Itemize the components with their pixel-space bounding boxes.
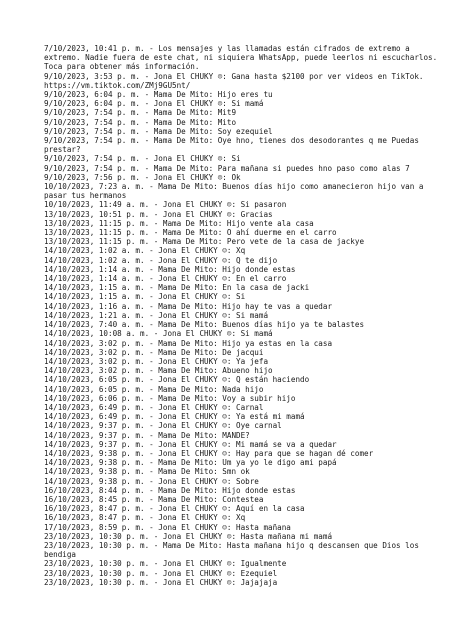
chat-line: 16/10/2023, 8:47 p. m. - Jona El CHUKY ☺: Aquí en la casa xyxy=(44,504,305,514)
chat-line: 14/10/2023, 3:02 p. m. - Mama De Mito: De jacqui xyxy=(44,347,264,357)
chat-line: 14/10/2023, 6:49 p. m. - Jona El CHUKY ☺: Ya está mi mamá xyxy=(44,412,305,422)
chat-line: 14/10/2023, 6:49 p. m. - Jona El CHUKY ☺: Carnal xyxy=(44,402,264,412)
chat-line: 14/10/2023, 9:38 p. m. - Jona El CHUKY ☺: Sobre xyxy=(44,476,259,486)
chat-line: 14/10/2023, 1:21 a. m. - Jona El CHUKY ☺: Si mamá xyxy=(44,310,269,320)
chat-line: 9/10/2023, 7:56 p. m. - Jona El CHUKY ☺: Ok xyxy=(44,172,241,182)
chat-line: 9/10/2023, 7:54 p. m. - Mama De Mito: Para mañana si puedes hno paso como alas 7 xyxy=(44,163,410,173)
chat-line: 13/10/2023, 11:15 p. m. - Mama De Mito: O ahí duerme en el carro xyxy=(44,228,337,238)
chat-line: 23/10/2023, 10:30 p. m. - Mama De Mito: Hasta mañana hijo q descansen que Dios los bendiga xyxy=(44,540,424,560)
chat-line: 14/10/2023, 9:37 p. m. - Jona El CHUKY ☺: Mi mamá se va a quedar xyxy=(44,439,337,449)
chat-line: 9/10/2023, 7:54 p. m. - Mama De Mito: Oye hno, tienes dos desodorantes q me Puedas prestar? xyxy=(44,136,424,155)
chat-line: 14/10/2023, 1:02 a. m. - Jona El CHUKY ☺: Xq xyxy=(44,246,246,256)
chat-line: 9/10/2023, 3:53 p. m. - Jona El CHUKY ☺: Gana hasta $2100 por ver videos en TikTok. https://vm.tiktok.com/ZMj9GU5nt/ xyxy=(44,71,429,90)
chat-line: 14/10/2023, 9:38 p. m. - Mama De Mito: Smn ok xyxy=(44,467,250,477)
chat-line: 14/10/2023, 6:05 p. m. - Mama De Mito: Nada hijo xyxy=(44,384,264,394)
chat-line: 14/10/2023, 1:02 a. m. - Jona El CHUKY ☺: Q te dijo xyxy=(44,255,278,265)
chat-line: 17/10/2023, 8:59 p. m. - Jona El CHUKY ☺: Hasta mañana xyxy=(44,522,291,532)
chat-line: 14/10/2023, 1:15 a. m. - Jona El CHUKY ☺: Si xyxy=(44,292,246,302)
chat-line: 23/10/2023, 10:30 p. m. - Jona El CHUKY ☺: Igualmente xyxy=(44,559,287,569)
chat-line: 14/10/2023, 9:37 p. m. - Jona El CHUKY ☺: Oye carnal xyxy=(44,421,282,431)
chat-line: 14/10/2023, 6:06 p. m. - Mama De Mito: Voy a subir hijo xyxy=(44,393,296,403)
chat-line: 13/10/2023, 11:15 p. m. - Mama De Mito: Pero vete de la casa de jackye xyxy=(44,237,365,247)
chat-line: 7/10/2023, 10:41 p. m. - Los mensajes y las llamadas están cifrados de extremo a extremo. Nadie fuera de este chat, ni siquiera WhatsApp, puede leerlos ni escucharlos. Toca para obtener más información. xyxy=(44,44,442,72)
chat-line: 13/10/2023, 10:51 p. m. - Jona El CHUKY ☺: Gracias xyxy=(44,209,273,219)
chat-log xyxy=(44,44,444,587)
chat-line: 23/10/2023, 10:30 p. m. - Jona El CHUKY ☺: Hasta mañana mi mamá xyxy=(44,531,333,541)
chat-line: 9/10/2023, 7:54 p. m. - Jona El CHUKY ☺: Si xyxy=(44,154,241,164)
chat-line: 23/10/2023, 10:30 p. m. - Jona El CHUKY ☺: Ezequiel xyxy=(44,568,278,578)
chat-line: 14/10/2023, 7:40 a. m. - Mama De Mito: Buenos días hijo ya te balastes xyxy=(44,320,365,330)
chat-line: 10/10/2023, 11:49 a. m. - Jona El CHUKY ☺: Si pasaron xyxy=(44,200,287,210)
chat-line: 14/10/2023, 1:15 a. m. - Mama De Mito: En la casa de jacki xyxy=(44,283,310,293)
chat-line: 14/10/2023, 6:05 p. m. - Jona El CHUKY ☺: Q están haciendo xyxy=(44,375,310,385)
chat-line: 23/10/2023, 10:30 p. m. - Jona El CHUKY ☺: Jajajaja xyxy=(44,577,278,587)
chat-line: 16/10/2023, 8:45 p. m. - Mama De Mito: Contestea xyxy=(44,494,264,504)
chat-line: 14/10/2023, 9:37 p. m. - Mama De Mito: MANDE? xyxy=(44,430,250,440)
chat-line: 14/10/2023, 10:08 a. m. - Jona El CHUKY ☺: Si mamá xyxy=(44,329,273,339)
chat-line: 9/10/2023, 7:54 p. m. - Mama De Mito: Mit9 xyxy=(44,108,237,118)
chat-line: 14/10/2023, 3:02 p. m. - Mama De Mito: Hijo ya estas en la casa xyxy=(44,338,333,348)
chat-line: 16/10/2023, 8:44 p. m. - Mama De Mito: Hijo donde estas xyxy=(44,485,296,495)
chat-line: 9/10/2023, 6:04 p. m. - Mama De Mito: Hijo eres tu xyxy=(44,90,273,100)
chat-line: 14/10/2023, 9:38 p. m. - Mama De Mito: Um ya yo le digo ami papá xyxy=(44,458,337,468)
chat-line: 9/10/2023, 7:54 p. m. - Mama De Mito: Soy ezequiel xyxy=(44,126,273,136)
chat-line: 14/10/2023, 3:02 p. m. - Jona El CHUKY ☺: Ya jefa xyxy=(44,356,269,366)
chat-line: 16/10/2023, 8:47 p. m. - Jona El CHUKY ☺: Xq xyxy=(44,513,246,523)
chat-line: 13/10/2023, 11:15 p. m. - Mama De Mito: Hijo vente ala casa xyxy=(44,218,314,228)
chat-line: 14/10/2023, 3:02 p. m. - Mama De Mito: Abueno hijo xyxy=(44,366,273,376)
chat-line: 14/10/2023, 1:14 a. m. - Jona El CHUKY ☺: En el carro xyxy=(44,274,287,284)
chat-line: 10/10/2023, 7:23 a. m. - Mama De Mito: Buenos días hijo como amanecieron hijo van a pasar tus hermanos xyxy=(44,182,429,201)
chat-line: 9/10/2023, 7:54 p. m. - Mama De Mito: Mito xyxy=(44,117,237,127)
chat-line: 14/10/2023, 1:16 a. m. - Mama De Mito: Hijo hay te vas a quedar xyxy=(44,301,333,311)
chat-line: 14/10/2023, 9:38 p. m. - Jona El CHUKY ☺: Hay para que se hagan dé comer xyxy=(44,448,374,458)
chat-line: 9/10/2023, 6:04 p. m. - Jona El CHUKY ☺: Si mamá xyxy=(44,99,264,109)
chat-line: 14/10/2023, 1:14 a. m. - Mama De Mito: Hijo donde estas xyxy=(44,264,296,274)
